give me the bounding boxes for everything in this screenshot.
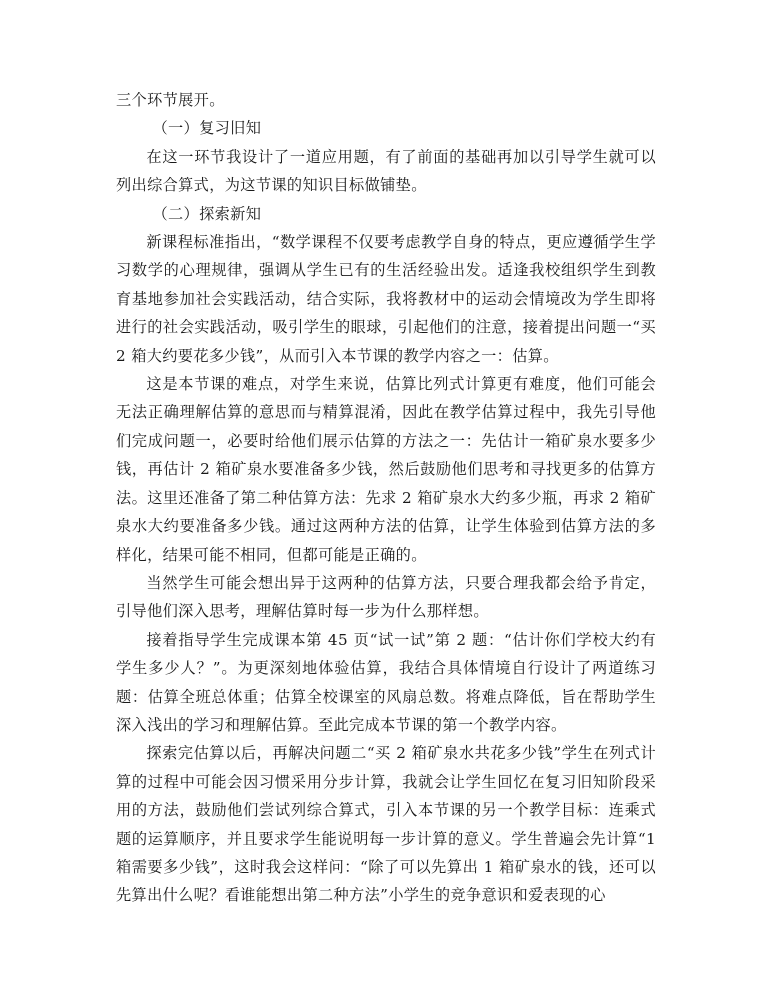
document-body [116, 86, 656, 910]
paragraph-difficulty: 这是本节课的难点，对学生来说，估算比列式计算更有难度，他们可能会无法正确理解估算的意思而与精算混淆，因此在教学估算过程中，我先引导他们完成问题一，必要时给他们展示估算的方法之一：先估计一箱矿泉水要多少钱，再估计 2 箱矿泉水要准备多少钱，然后鼓励他们思考和寻找更多的估算方法。这里还准备了第二种估算方法：先求 2 箱矿泉水大约多少瓶，再求 2 箱矿泉水大约要准备多少钱。通过这两种方法的估算，让学生体验到估算方法的多样化，结果可能不相同，但都可能是正确的。 [116, 375, 656, 564]
paragraph-continuation: 三个环节展开。 [116, 91, 225, 109]
paragraph-textbook-exercise: 接着指导学生完成课本第 45 页“试一试”第 2 题：“估计你们学校大约有学生多少人？”。为更深刻地体验估算，我结合具体情境自行设计了两道练习题：估算全班总体重；估算全校课室的风扇总数。将难点降低，旨在帮助学生深入浅出的学习和理解估算。至此完成本节课的第一个教学内容。 [116, 630, 656, 734]
paragraph-curriculum-standard: 新课程标准指出，“数学课程不仅要考虑教学自身的特点，更应遵循学生学习数学的心理规律，强调从学生已有的生活经验出发。适逢我校组织学生到教育基地参加社会实践活动，结合实际，我将教材中的运动会情境改为学生即将进行的社会实践活动，吸引学生的眼球，引起他们的注意，接着提出问题一“买 2 箱大约要花多少钱”，从而引入本节课的教学内容之一：估算。 [116, 233, 656, 365]
paragraph-problem-two: 探索完估算以后，再解决问题二“买 2 箱矿泉水共花多少钱”学生在列式计算的过程中可能会因习惯采用分步计算，我就会让学生回忆在复习旧知阶段采用的方法，鼓励他们尝试列综合算式，引入本节课的另一个教学目标：连乘式题的运算顺序，并且要求学生能说明每一步计算的意义。学生普遍会先计算“1 箱需要多少钱”，这时我会这样问：“除了可以先算出 1 箱矿泉水的钱，还可以先算出什么呢？看谁能想出第二种方法”小学生的竞争意识和爱表现的心 [116, 744, 656, 905]
section-heading-review: （一）复习旧知 [152, 119, 262, 138]
paragraph-review: 在这一环节我设计了一道应用题，有了前面的基础再加以引导学生就可以列出综合算式，为这节课的知识目标做铺垫。 [116, 147, 656, 195]
paragraph-other-methods: 当然学生可能会想出异于这两种的估算方法，只要合理我都会给予肯定，引导他们深入思考，理解估算时每一步为什么那样想。 [116, 573, 656, 621]
section-heading-explore: （二）探索新知 [152, 204, 262, 223]
